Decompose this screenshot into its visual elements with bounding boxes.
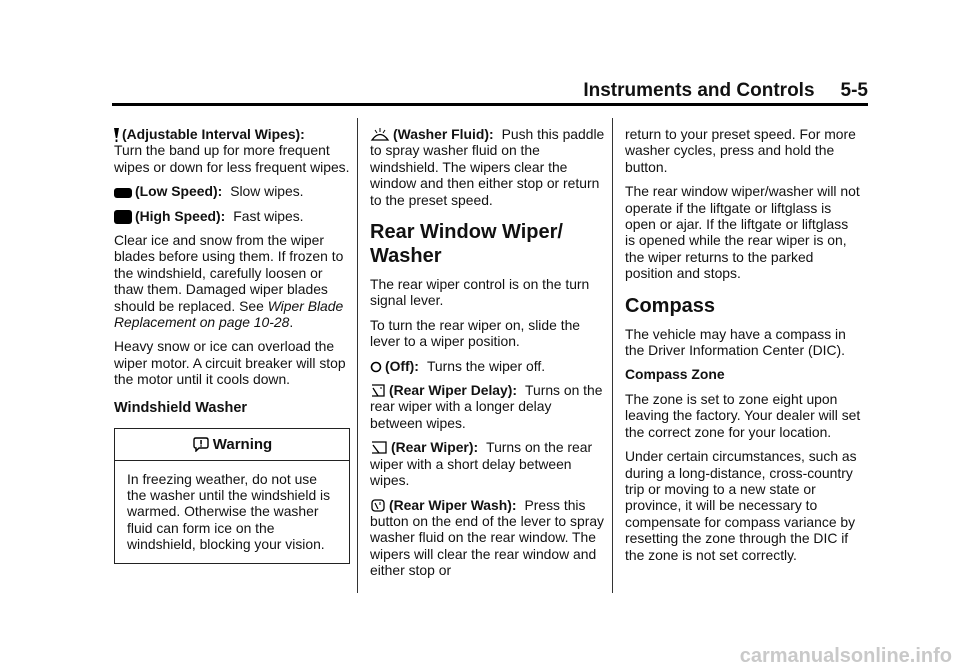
adjustable-interval-text: Turn the band up for more frequent wipes or down for less frequent wipes. xyxy=(114,142,350,175)
rear-wiper-heading: Rear Window Wiper/ Washer xyxy=(370,221,563,268)
snow-paragraph xyxy=(114,338,350,387)
liftgate-paragraph: The rear window wiper/washer will not operate if the liftgate or liftglass is open or ajar. If the liftgate or liftglass is opened while the rear wiper is on, the wiper returns to the parked position and stops. xyxy=(625,183,860,282)
off-label: (Off): xyxy=(385,357,419,374)
warning-icon xyxy=(192,436,210,452)
high-speed-paragraph xyxy=(114,208,350,224)
column-1 xyxy=(114,126,350,564)
ice-text: Clear ice and snow from the wiper blades before using them. If frozen to the windshield, carefully loosen or thaw them. Damaged wiper blades should be replaced. See xyxy=(114,232,344,314)
page-number: 5-5 xyxy=(840,80,868,101)
rear-wiper-wash-icon xyxy=(370,498,386,513)
warning-box xyxy=(114,428,350,563)
adjustable-interval-paragraph xyxy=(114,126,350,175)
off-paragraph xyxy=(370,358,606,374)
warning-title: Warning xyxy=(212,436,273,454)
rear-delay-paragraph xyxy=(370,382,606,431)
low-speed-icon xyxy=(114,187,132,199)
column-2 xyxy=(370,126,606,587)
rear-wiper-wash-label: (Rear Wiper Wash): xyxy=(389,496,517,513)
circumstances-paragraph: Under certain circumstances, such as during a long-distance, cross-country trip or moving to a new state or province, it will be necessary to compensate for compass variance by resetting the zone through the DIC if the zone is not set correctly. xyxy=(625,448,857,563)
rear-wiper-paragraph xyxy=(370,439,606,488)
compass-heading: Compass xyxy=(625,294,716,317)
off-icon xyxy=(370,360,382,374)
rear-wiper-label: (Rear Wiper): xyxy=(391,439,479,456)
header-rule xyxy=(112,103,868,106)
rear-wiper-delay-text: Turns on the rear wiper with a longer delay between wipes. xyxy=(370,382,603,431)
warning-text: In freezing weather, do not use the washer until the windshield is warmed. Otherwise the washer fluid can form ice on the windshield, blocking your vision. xyxy=(127,470,331,553)
high-speed-icon xyxy=(114,210,132,224)
rear-wash-paragraph xyxy=(370,497,606,579)
rear-wiper-icon xyxy=(370,440,388,455)
rear-wiper-delay-label: (Rear Wiper Delay): xyxy=(389,382,518,399)
rear-intro: The rear wiper control is on the turn signal lever. xyxy=(370,276,590,309)
washer-fluid-text: Push this paddle to spray washer fluid on the windshield. The wipers clear the window and then either stop or return to the preset speed. xyxy=(370,126,605,208)
low-speed-paragraph xyxy=(114,183,350,199)
high-speed-text: Fast wipes. xyxy=(233,207,304,224)
low-speed-label: (Low Speed): xyxy=(135,183,223,200)
ice-paragraph xyxy=(114,232,350,330)
off-text: Turns the wiper off. xyxy=(426,357,546,374)
column-3 xyxy=(625,126,861,571)
watermark: carmanualsonline.info xyxy=(739,645,952,667)
windshield-washer-heading: Windshield Washer xyxy=(114,399,248,416)
high-speed-label: (High Speed): xyxy=(135,207,226,224)
warning-header xyxy=(115,429,349,460)
rear-turn-on: To turn the rear wiper on, slide the lever to a wiper position. xyxy=(370,316,581,350)
washer-fluid-icon xyxy=(370,127,390,142)
rear-wiper-delay-icon xyxy=(370,383,386,398)
wiper-blade-reference-link[interactable]: Wiper Blade Replacement on page 10-28 xyxy=(114,297,344,331)
adjustable-interval-label: (Adjustable Interval Wipes): xyxy=(122,126,305,142)
washer-fluid-label: (Washer Fluid): xyxy=(393,126,494,142)
interval-wipes-icon xyxy=(114,128,119,142)
snow-text: Heavy snow or ice can overload the wiper motor. A circuit breaker will stop the motor until it cools down. xyxy=(114,338,346,388)
column-divider xyxy=(357,118,358,593)
continuation-paragraph: return to your preset speed. For more washer cycles, press and hold the button. xyxy=(625,126,856,175)
rear-wiper-text: Turns on the rear wiper with a short delay between wipes. xyxy=(370,439,593,489)
washer-fluid-paragraph xyxy=(370,126,606,208)
compass-paragraph: The vehicle may have a compass in the Driver Information Center (DIC). xyxy=(625,325,846,359)
column-divider xyxy=(612,118,613,593)
rear-wiper-wash-text: Press this button on the end of the lever to spray washer fluid on the rear window. The wipers will clear the rear window and either stop or xyxy=(370,496,604,579)
page-header xyxy=(112,80,868,104)
zone-paragraph: The zone is set to zone eight upon leaving the factory. Your dealer will set the correct zone for your location. xyxy=(625,390,861,440)
section-title: Instruments and Controls xyxy=(583,80,815,101)
ice-end: . xyxy=(289,314,294,331)
low-speed-text: Slow wipes. xyxy=(230,183,304,200)
compass-zone-heading: Compass Zone xyxy=(625,366,725,383)
